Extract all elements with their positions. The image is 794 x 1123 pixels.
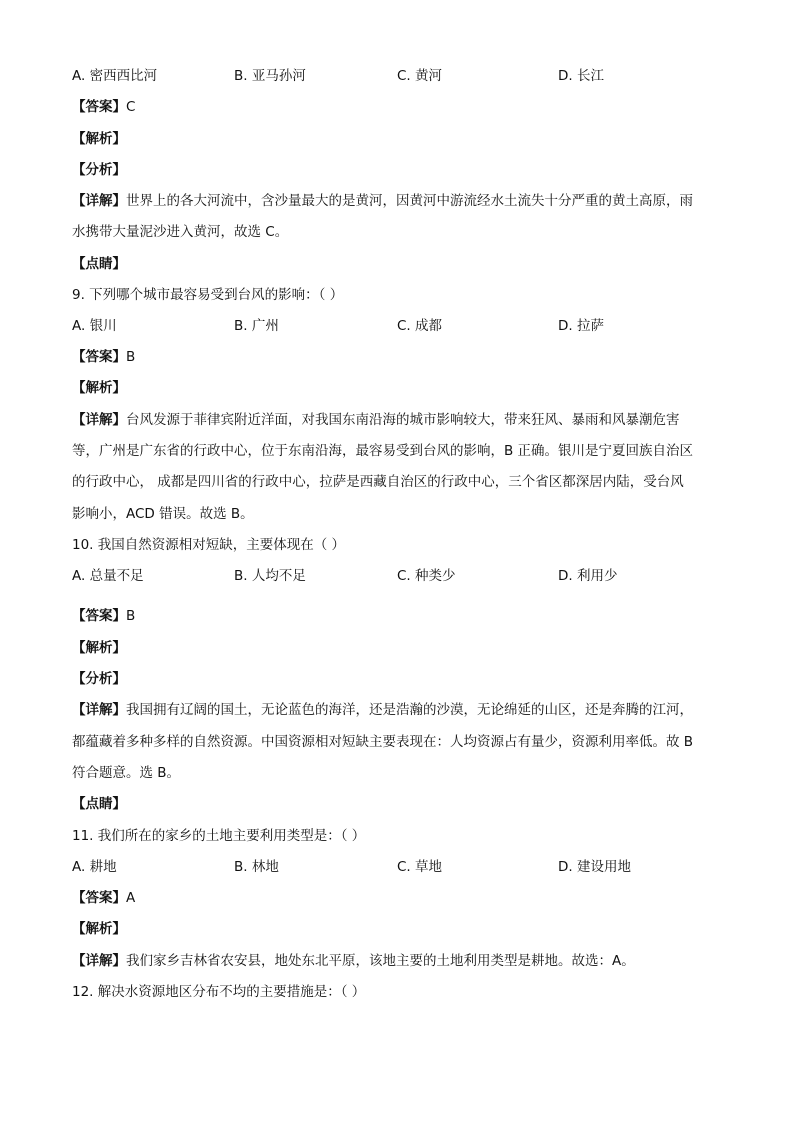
q9-detail-line-2: 等，广州是广东省的行政中心，位于东南沿海，最容易受到台风的影响，B 正确。银川是宁夏回族自治区 <box>72 443 694 459</box>
q10-option-c: C. 种类少 <box>397 568 456 584</box>
answer-value: C <box>126 99 136 115</box>
answer-tag: 【答案】 <box>72 890 126 906</box>
q9-question: 9. 下列哪个城市最容易受到台风的影响：（ ） <box>72 287 344 303</box>
q9-option-a: A. 银川 <box>72 318 117 334</box>
q9-detail-line-1 <box>72 410 722 430</box>
detail-text: 我们家乡吉林省农安县，地处东北平原，该地主要的土地利用类型是耕地。故选：A。 <box>126 953 635 969</box>
q8-dianjing: 【点睛】 <box>72 256 126 272</box>
answer-tag: 【答案】 <box>72 608 126 624</box>
q9-option-c: C. 成都 <box>397 318 443 334</box>
q11-detail-line-1 <box>72 951 722 971</box>
q11-option-a: A. 耕地 <box>72 859 117 875</box>
q8-option-d: D. 长江 <box>558 68 604 84</box>
q8-fenxi: 【分析】 <box>72 162 126 178</box>
q9-option-b: B. 广州 <box>234 318 279 334</box>
q11-option-b: B. 林地 <box>234 859 279 875</box>
q11-question: 11. 我们所在的家乡的土地主要利用类型是：（ ） <box>72 828 366 844</box>
q9-detail-line-3: 的行政中心， 成都是四川省的行政中心，拉萨是西藏自治区的行政中心，三个省区都深居内陆，受台风 <box>72 474 684 490</box>
q8-option-c: C. 黄河 <box>397 68 443 84</box>
detail-text: 世界上的各大河流中，含沙量最大的是黄河，因黄河中游流经水土流失十分严重的黄土高原，雨 <box>126 193 693 209</box>
q10-question: 10. 我国自然资源相对短缺，主要体现在（ ） <box>72 537 346 553</box>
q10-detail-line-2: 都蕴藏着多种多样的自然资源。中国资源相对短缺主要表现在：人均资源占有量少，资源利用率低。故 B <box>72 734 694 750</box>
q8-option-a: A. 密西西比河 <box>72 68 158 84</box>
detail-tag: 【详解】 <box>72 953 126 969</box>
q11-option-d: D. 建设用地 <box>558 859 631 875</box>
q10-option-b: B. 人均不足 <box>234 568 306 584</box>
q10-dianjing: 【点睛】 <box>72 796 126 812</box>
detail-tag: 【详解】 <box>72 193 126 209</box>
q8-option-b: B. 亚马孙河 <box>234 68 306 84</box>
q8-answer <box>72 97 722 117</box>
q10-jiexi: 【解析】 <box>72 640 126 656</box>
q8-jiexi: 【解析】 <box>72 131 126 147</box>
q10-option-a: A. 总量不足 <box>72 568 144 584</box>
q11-answer <box>72 888 722 908</box>
q9-detail-line-4: 影响小，ACD 错误。故选 B。 <box>72 506 254 522</box>
answer-value: B <box>126 349 136 365</box>
q9-option-d: D. 拉萨 <box>558 318 604 334</box>
q8-detail-line-1 <box>72 191 722 211</box>
q11-option-c: C. 草地 <box>397 859 443 875</box>
detail-text: 台风发源于菲律宾附近洋面，对我国东南沿海的城市影响较大，带来狂风、暴雨和风暴潮危害 <box>126 412 680 428</box>
q11-jiexi: 【解析】 <box>72 921 126 937</box>
answer-value: A <box>126 890 136 906</box>
q10-fenxi: 【分析】 <box>72 671 126 687</box>
detail-tag: 【详解】 <box>72 702 126 718</box>
answer-value: B <box>126 608 136 624</box>
q10-detail-line-1 <box>72 700 722 720</box>
q10-detail-line-3: 符合题意。选 B。 <box>72 765 181 781</box>
q8-detail-line-2: 水携带大量泥沙进入黄河，故选 C。 <box>72 224 289 240</box>
q12-question: 12. 解决水资源地区分布不均的主要措施是：（ ） <box>72 984 366 1000</box>
q10-answer <box>72 606 722 626</box>
q9-answer <box>72 347 722 367</box>
answer-tag: 【答案】 <box>72 349 126 365</box>
detail-tag: 【详解】 <box>72 412 126 428</box>
answer-tag: 【答案】 <box>72 99 126 115</box>
detail-text: 我国拥有辽阔的国土，无论蓝色的海洋，还是浩瀚的沙漠，无论绵延的山区，还是奔腾的江河， <box>126 702 693 718</box>
q9-jiexi: 【解析】 <box>72 380 126 396</box>
q10-option-d: D. 利用少 <box>558 568 618 584</box>
